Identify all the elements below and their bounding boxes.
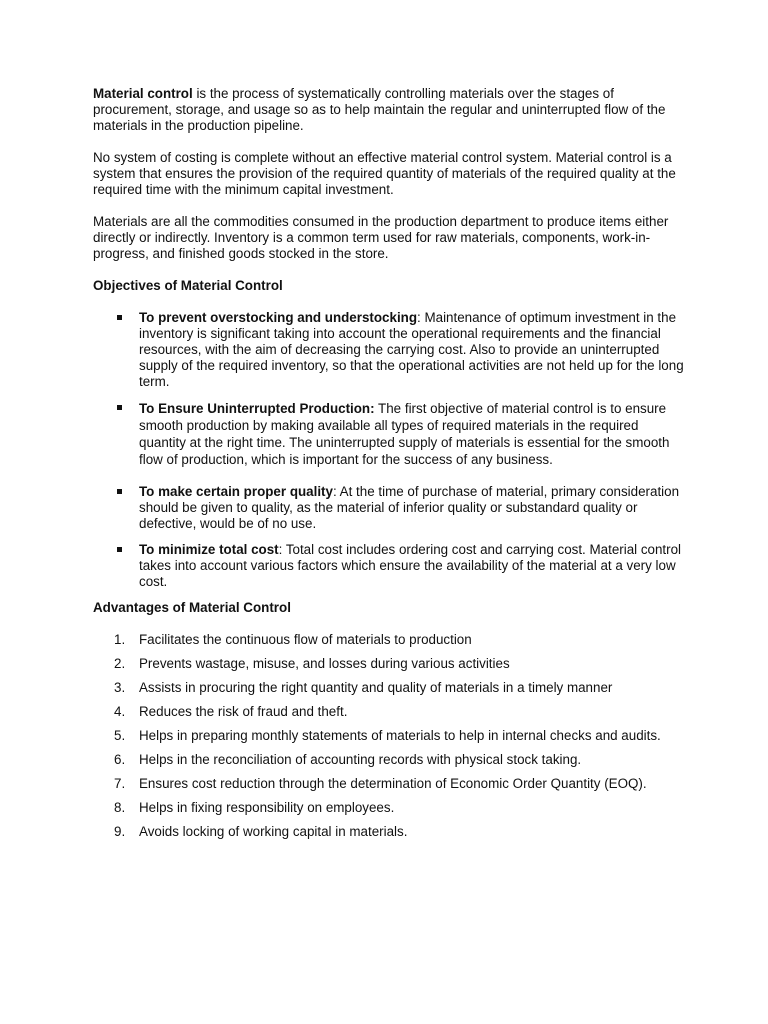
objective-title: To minimize total cost <box>139 542 279 557</box>
advantage-text: Prevents wastage, misuse, and losses during various activities <box>139 656 510 671</box>
item-number: 2. <box>114 656 126 671</box>
objective-title: To Ensure Uninterrupted Production: <box>139 401 375 416</box>
objective-text: : Maintenance of optimum investment in the inventory is significant taking into account the operational requirements and the financial resources, with the aim of decreasing the carrying cost. Also to provide an uninterrupted supply of the required inventory, so that the operational activities are not held up for the long term. <box>139 310 684 389</box>
advantage-item <box>93 728 688 744</box>
objective-item <box>93 542 688 590</box>
item-number: 9. <box>114 824 126 839</box>
item-number: 5. <box>114 728 126 743</box>
advantage-item <box>93 680 688 696</box>
objective-item <box>93 400 688 468</box>
square-bullet-icon <box>117 315 122 320</box>
objective-title: To prevent overstocking and understocking <box>139 310 418 325</box>
objective-text: : At the time of purchase of material, primary consideration should be given to quality, as the material of inferior quality or substandard quality or defective, would be of no use. <box>139 484 680 531</box>
objective-item <box>93 310 688 390</box>
square-bullet-icon <box>117 405 122 410</box>
advantages-heading: Advantages of Material Control <box>93 600 291 615</box>
item-number: 3. <box>114 680 126 695</box>
advantage-text: Avoids locking of working capital in materials. <box>139 824 408 839</box>
advantages-list <box>93 632 688 840</box>
intro-paragraph-1 <box>93 86 688 134</box>
advantage-text: Assists in procuring the right quantity and quality of materials in a timely manner <box>139 680 613 695</box>
intro-paragraph-1-text: is the process of systematically controlling materials over the stages of procurement, storage, and usage so as to help maintain the regular and uninterrupted flow of the materials in the production pipeline. <box>93 86 666 133</box>
item-number: 1. <box>114 632 126 647</box>
advantage-text: Facilitates the continuous flow of materials to production <box>139 632 472 647</box>
objective-title: To make certain proper quality <box>139 484 333 499</box>
intro-paragraph-2: No system of costing is complete without an effective material control system. Material control is a system that ensures the provision of the required quantity of materials of the required quality at the required time with the minimum capital investment. <box>93 150 676 197</box>
advantage-item <box>93 824 688 840</box>
advantage-text: Reduces the risk of fraud and theft. <box>139 704 348 719</box>
advantage-item <box>93 800 688 816</box>
objective-item <box>93 484 688 532</box>
advantage-text: Helps in preparing monthly statements of materials to help in internal checks and audits. <box>139 728 661 743</box>
objective-text: : Total cost includes ordering cost and carrying cost. Material control takes into account various factors which ensure the availability of the material at a very low cost. <box>139 542 682 589</box>
item-number: 7. <box>114 776 126 791</box>
advantage-item <box>93 752 688 768</box>
advantage-item <box>93 704 688 720</box>
term-material-control: Material control <box>93 86 193 101</box>
objectives-list <box>93 310 688 590</box>
advantage-item <box>93 632 688 648</box>
advantage-text: Helps in fixing responsibility on employees. <box>139 800 395 815</box>
square-bullet-icon <box>117 489 122 494</box>
square-bullet-icon <box>117 547 122 552</box>
item-number: 6. <box>114 752 126 767</box>
advantage-item <box>93 656 688 672</box>
advantage-item <box>93 776 688 792</box>
intro-paragraph-3: Materials are all the commodities consumed in the production department to produce items either directly or indirectly. Inventory is a common term used for raw materials, components, work-in-progress, and finished goods stocked in the store. <box>93 214 669 261</box>
item-number: 8. <box>114 800 126 815</box>
advantage-text: Ensures cost reduction through the determination of Economic Order Quantity (EOQ). <box>139 776 647 791</box>
objectives-heading: Objectives of Material Control <box>93 278 283 293</box>
item-number: 4. <box>114 704 126 719</box>
advantage-text: Helps in the reconciliation of accounting records with physical stock taking. <box>139 752 582 767</box>
objective-text: The first objective of material control is to ensure smooth production by making available all types of required materials in the required quantity at the right time. The uninterrupted supply of materials is essential for the smooth flow of production, which is important for the success of any business. <box>139 401 670 467</box>
